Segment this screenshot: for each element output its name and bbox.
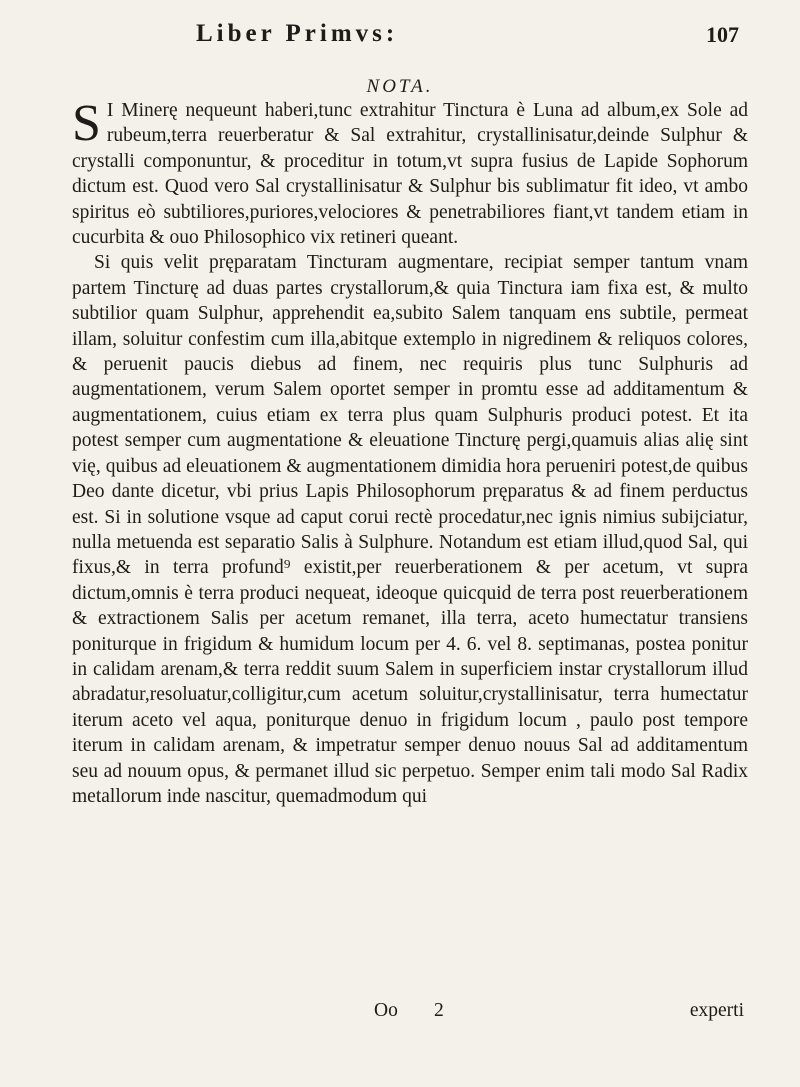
catchword: experti	[689, 1000, 744, 1021]
body-text	[72, 95, 748, 809]
signature-number: 2	[434, 1000, 444, 1021]
initial-letter: S	[72, 95, 101, 152]
signature-mark: Oo	[374, 1000, 398, 1021]
paragraph-1-text: I Minerę nequeunt haberi,tunc extrahitur Tinctura è Luna ad album,ex Sole ad rubeum,terra reuerberatur & Sal extrahitur, crystallinisatur,deinde Sulphur & crystalli componuntur, & proceditur in totum,vt supra fusius de Lapide Sophorum dictum est. Quod vero Sal crystallinisatur & Sulphur bis sublimatur fit ideo, vt ambo spiritus eò subtiliores,puriores,velociores & penetrabiliores fiant,vt tandem etiam in cucurbita & ouo Philosophico vix retineri queant.	[72, 100, 748, 249]
section-title: NOTA.	[366, 76, 434, 97]
paragraph-1	[72, 95, 748, 250]
running-head: Liber Primvs:	[196, 20, 399, 47]
paragraph-2: Si quis velit pręparatam Tincturam augmentare, recipiat semper tantum vnam partem Tincturę ad duas partes crystallorum,& quia Tinctura iam fixa est, & multo subtilior quam Sulphur, apprehendit ea,subito Salem tanquam ens subtile, permeat illam, soluitur confestim cum illa,abitque extemplo in nigredinem & reliquos colores, & peruenit paucis diebus ad finem, nec requiris plus tunc Sulphuris ad augmentationem, verum Salem oportet semper in promtu esse ad additamentum & augmentationem, cuius etiam ex terra plus quam Sulphuris produci potest. Et ita potest semper cum augmentatione & eleuatione Tincturę pergi,quamuis alias alię sint vię, quibus ad eleuationem & augmentationem dimidia hora perueniri potest,de quibus Deo dante dicetur, vbi prius Lapis Philosophorum pręparatus & ad finem perductus est. Si in solutione vsque ad caput corui rectè procedatur,nec ignis nimius subijciatur, nulla metuenda est separatio Salis à Sulphure. Notandum est etiam illud,quod Sal, qui fixus,& in terra profund⁹ existit,per reuerberationem & per acetum, vt supra dictum,omnis è terra produci nequeat, ideoque quicquid de terra post reuerberationem & extractionem Salis per acetum remanet, illa terra, aceto humectatur transiens poniturque in frigidum & humidum locum per 4. 6. vel 8. septimanas, postea ponitur in calidam arenam,& terra reddit suum Salem in superficiem instar crystallorum illud abradatur,resoluatur,colligitur,cum acetum soluitur,crystallinisatur, terra humectatur iterum aceto vel aqua, poniturque denuo in frigidum locum , paulo post tempore iterum in calidam arenam, & impetratur semper denuo nouus Sal ad additamentum seu ad nouum opus, & permanet illud sic perpetuo. Semper enim tali modo Sal Radix metallorum inde nascitur, quemadmodum qui	[72, 252, 748, 807]
page-number: 107	[706, 22, 739, 47]
